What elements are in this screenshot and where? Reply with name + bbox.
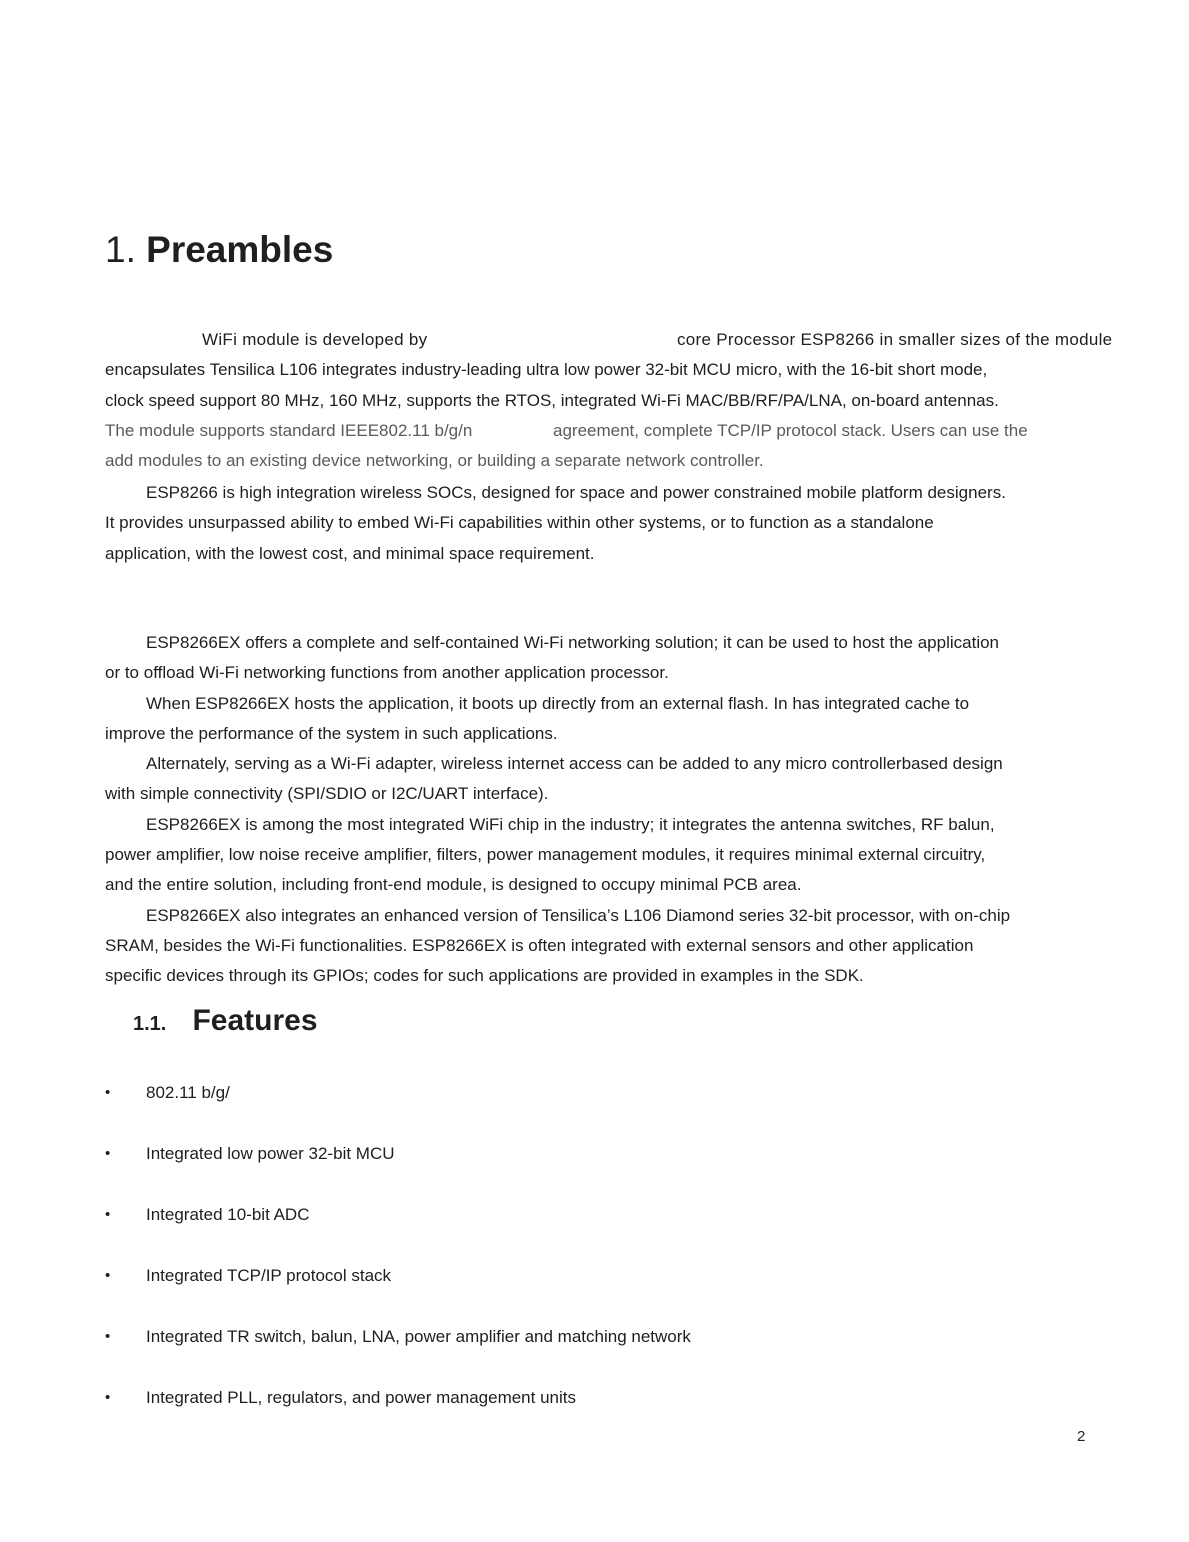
section-title: Preambles xyxy=(146,229,334,270)
features-list xyxy=(105,1078,1005,1444)
feature-text: Integrated PLL, regulators, and power management units xyxy=(146,1388,576,1407)
section-heading xyxy=(105,226,333,274)
intro-paragraph xyxy=(105,325,1145,476)
paragraph-line: ESP8266 is high integration wireless SOCs, designed for space and power constrained mobile platform designers. xyxy=(146,483,1006,502)
paragraph-line: improve the performance of the system in such applications. xyxy=(105,723,558,743)
paragraph-line: Alternately, serving as a Wi-Fi adapter, wireless internet access can be added to any micro controllerbased design xyxy=(146,754,1003,774)
paragraph-line: or to offload Wi-Fi networking functions from another application processor. xyxy=(105,663,669,683)
list-item xyxy=(105,1322,1005,1383)
feature-text: Integrated TCP/IP protocol stack xyxy=(146,1266,392,1285)
intro-line: add modules to an existing device networking, or building a separate network controller. xyxy=(105,451,764,471)
subsection-title: Features xyxy=(192,1004,318,1037)
list-item xyxy=(105,1078,1005,1139)
subsection-number: 1.1. xyxy=(133,1013,167,1035)
intro-line xyxy=(105,416,1145,446)
intro-line-part: WiFi module is developed by xyxy=(202,330,428,349)
paragraph-line: ESP8266EX also integrates an enhanced version of Tensilica’s L106 Diamond series 32-bit processor, with on-chip xyxy=(146,905,1011,925)
intro-line-part: The module supports standard IEEE802.11 b/g/n xyxy=(105,420,473,440)
bullet-icon: • xyxy=(105,1145,111,1162)
paragraph-line: SRAM, besides the Wi-Fi functionalities. ESP8266EX is often integrated with external sensors and other application xyxy=(105,935,974,955)
paragraph-line: ESP8266EX is among the most integrated WiFi chip in the industry; it integrates the antenna switches, RF balun, xyxy=(146,814,995,834)
intro-line: clock speed support 80 MHz, 160 MHz, supports the RTOS, integrated Wi-Fi MAC/BB/RF/PA/LNA, on-board antennas. xyxy=(105,390,999,410)
feature-text: Integrated TR switch, balun, LNA, power amplifier and matching network xyxy=(146,1327,691,1346)
feature-text: 802.11 b/g/ xyxy=(146,1083,230,1102)
bullet-icon: • xyxy=(105,1084,111,1101)
paragraph-line: with simple connectivity (SPI/SDIO or I2C/UART interface). xyxy=(105,784,549,804)
bullet-icon: • xyxy=(105,1389,111,1406)
section-number: 1. xyxy=(105,229,136,270)
bullet-icon: • xyxy=(105,1267,111,1284)
list-item xyxy=(105,1383,1005,1444)
paragraph-line: and the entire solution, including front-end module, is designed to occupy minimal PCB area. xyxy=(105,875,802,895)
intro-line xyxy=(105,325,1145,355)
feature-text: Integrated low power 32-bit MCU xyxy=(146,1144,395,1163)
list-item xyxy=(105,1261,1005,1322)
list-item xyxy=(105,1139,1005,1200)
feature-text: Integrated 10-bit ADC xyxy=(146,1205,310,1224)
paragraph-line: ESP8266EX offers a complete and self-contained Wi-Fi networking solution; it can be used to host the application xyxy=(146,633,1000,652)
subsection-heading xyxy=(133,1004,318,1038)
bullet-icon: • xyxy=(105,1328,111,1345)
list-item xyxy=(105,1200,1005,1261)
paragraph-line: application, with the lowest cost, and minimal space requirement. xyxy=(105,543,595,563)
paragraph-line: It provides unsurpassed ability to embed Wi-Fi capabilities within other systems, or to function as a standalone xyxy=(105,513,934,533)
paragraph-line: When ESP8266EX hosts the application, it boots up directly from an external flash. In has integrated cache to xyxy=(146,693,970,713)
bullet-icon: • xyxy=(105,1206,111,1223)
paragraph-esp8266 xyxy=(105,478,1145,569)
paragraph-esp8266ex xyxy=(105,628,1145,992)
page-number: 2 xyxy=(1077,1428,1086,1445)
intro-line-part: agreement, complete TCP/IP protocol stack. Users can use the xyxy=(553,420,1028,440)
intro-line: encapsulates Tensilica L106 integrates industry-leading ultra low power 32-bit MCU micro, with the 16-bit short mode, xyxy=(105,360,988,380)
intro-line-part: core Processor ESP8266 in smaller sizes of the module xyxy=(677,330,1113,349)
paragraph-line: power amplifier, low noise receive amplifier, filters, power management modules, it requires minimal external circuitry, xyxy=(105,845,986,865)
paragraph-line: specific devices through its GPIOs; codes for such applications are provided in examples in the SDK. xyxy=(105,966,864,986)
